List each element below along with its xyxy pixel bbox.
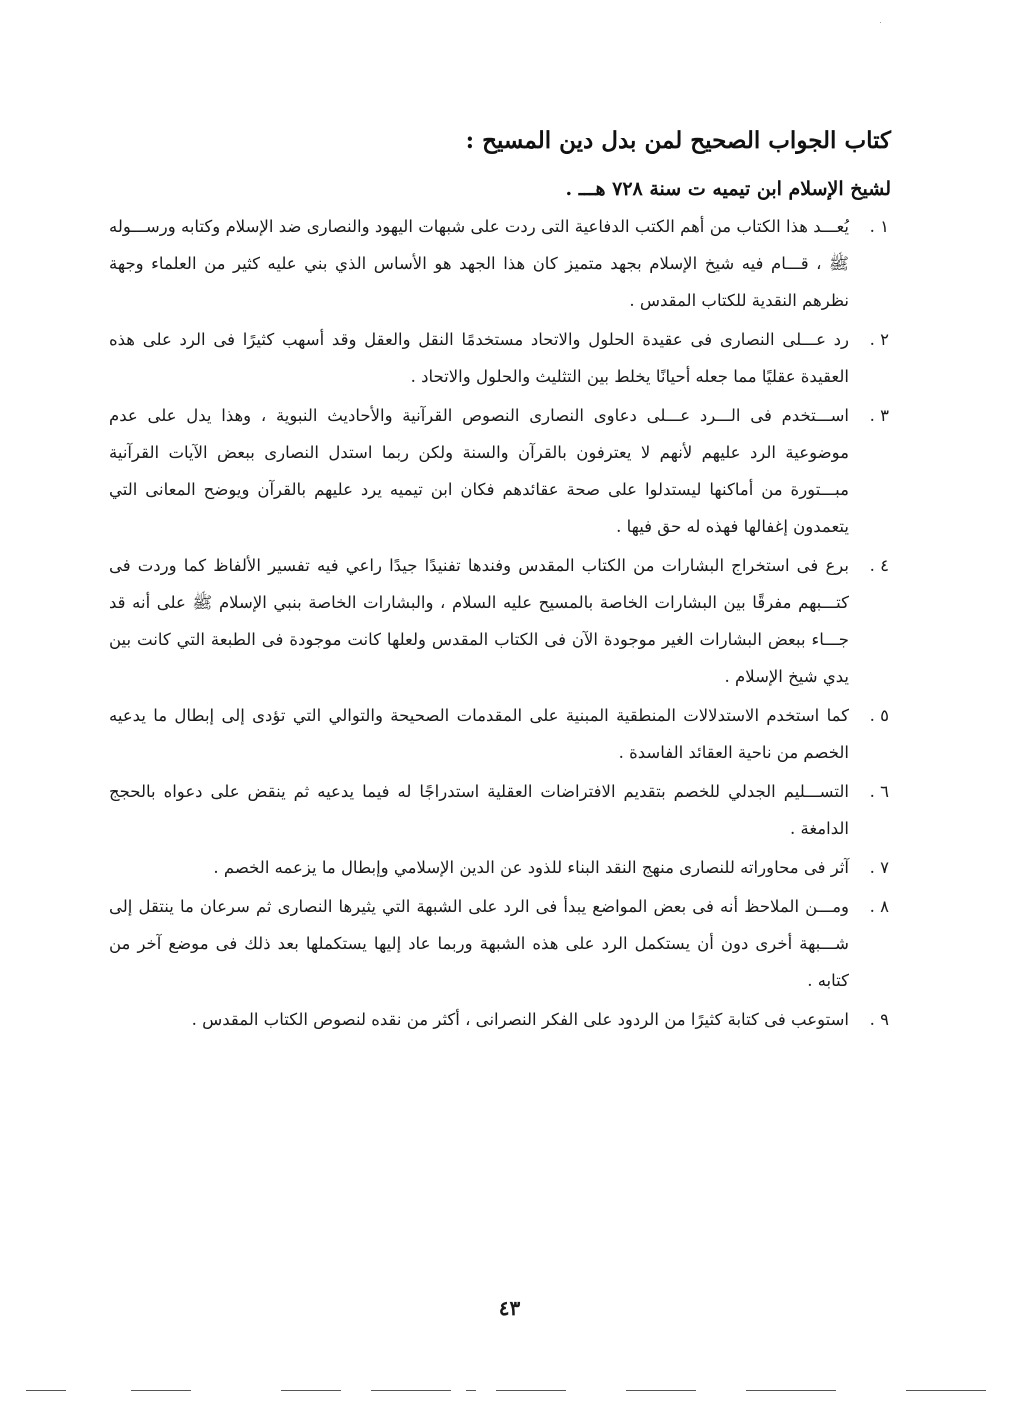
list-item — [109, 397, 889, 545]
item-text: كما استخدم الاستدلالات المنطقية المبنية على المقدمات الصحيحة والتوالي التي تؤدى إلى إبطال ما يدعيه الخصم من ناحية العقائد الفاسدة . — [109, 706, 849, 762]
footer-rule — [281, 1390, 341, 1391]
scan-mark — [880, 22, 881, 23]
item-number: ٩ . — [869, 1010, 889, 1029]
footer-rule — [131, 1390, 191, 1391]
item-text: استوعب فى كتابة كثيرًا من الردود على الفكر النصرانى ، أكثر من نقده لنصوص الكتاب المقدس . — [191, 1010, 849, 1029]
item-text: يُعـــد هذا الكتاب من أهم الكتب الدفاعية التى ردت على شبهات اليهود والنصارى ضد الإسلام وكتابه ورســـوله ﷺ ، قـــام فيه شيخ الإسلام بجهد متميز كان هذا الجهد هو الأساس الذي بني عليه كثير من العلماء وجهة نظرهم النقدية للكتاب المقدس . — [109, 217, 849, 310]
list-item — [109, 547, 889, 695]
list-item — [109, 321, 889, 395]
item-text: برع فى استخراج البشارات من الكتاب المقدس وفندها تفنيدًا جيدًا راعي فيه تفسير الألفاظ كما وردت فى كتـــبهم مفرقًا بين البشارات الخاصة بالمسيح عليه السلام ، والبشارات الخاصة بنبي الإسلام ﷺ على أنه قد جـــاء ببعض البشارات الغير موجودة الآن فى الكتاب المقدس ولعلها كانت موجودة فى الطبعة التي كانت بين يدي شيخ الإسلام . — [109, 556, 849, 686]
footer-rule-lines — [26, 1390, 986, 1394]
footer-rule — [371, 1390, 451, 1391]
item-number: ١ . — [869, 217, 889, 236]
footer-rule — [626, 1390, 696, 1391]
footer-rule — [906, 1390, 986, 1391]
page-number: ٤٣ — [498, 1296, 521, 1320]
item-number: ٣ . — [869, 406, 889, 425]
item-number: ٧ . — [869, 858, 889, 877]
item-number: ٥ . — [869, 706, 889, 725]
list-item — [109, 208, 889, 319]
item-text: رد عـــلى النصارى فى عقيدة الحلول والاتحاد مستخدمًا النقل والعقل وقد أسهب كثيرًا فى الرد على هذه العقيدة عقليًا مما جعله أحيانًا يخلط بين التثليث والحلول والاتحاد . — [109, 330, 849, 386]
item-text: ومـــن الملاحظ أنه فى بعض المواضع يبدأ فى الرد على الشبهة التي يثيرها النصارى ثم سرعان ما ينتقل إلى شـــبهة أخرى دون أن يستكمل الرد على هذه الشبهة وربما عاد إليها يستكملها بعد ذلك فى موضع آخر من كتابه . — [109, 897, 849, 990]
author-line: لشيخ الإسلام ابن تيميه ت سنة ٧٢٨ هـــ . — [565, 178, 891, 200]
list-item — [109, 888, 889, 999]
footer-rule — [466, 1390, 476, 1391]
list-item — [109, 697, 889, 771]
footer-rule — [496, 1390, 566, 1391]
footer-rule — [26, 1390, 66, 1391]
item-number: ٦ . — [869, 782, 889, 801]
item-text: التســـليم الجدلي للخصم بتقديم الافتراضات العقلية استدراجًا له فيما يدعيه ثم ينقض على دعواه بالحجج الدامغة . — [109, 782, 849, 838]
points-list — [109, 208, 889, 1040]
list-item — [109, 773, 889, 847]
item-number: ٨ . — [869, 897, 889, 916]
book-title: كتاب الجواب الصحيح لمن بدل دين المسيح : — [465, 127, 891, 154]
list-item — [109, 1001, 889, 1038]
item-text: آثر فى محاوراته للنصارى منهج النقد البناء للذود عن الدين الإسلامي وإبطال ما يزعمه الخصم . — [213, 858, 849, 877]
footer-rule — [746, 1390, 836, 1391]
list-item — [109, 849, 889, 886]
item-text: اســـتخدم فى الـــرد عـــلى دعاوى النصارى النصوص القرآنية والأحاديث النبوية ، وهذا يدل على عدم موضوعية الرد عليهم لأنهم لا يعترفون بالقرآن والسنة ولكن ربما استدل النصارى ببعض الآيات القرآنية مبـــتورة من أماكنها ليستدلوا على صحة عقائدهم فكان ابن تيميه يرد عليهم بالقرآن ويوضح المعانى التي يتعمدون إغفالها فهذه له حق فيها . — [109, 406, 849, 536]
item-number: ٢ . — [869, 330, 889, 349]
item-number: ٤ . — [869, 556, 889, 575]
